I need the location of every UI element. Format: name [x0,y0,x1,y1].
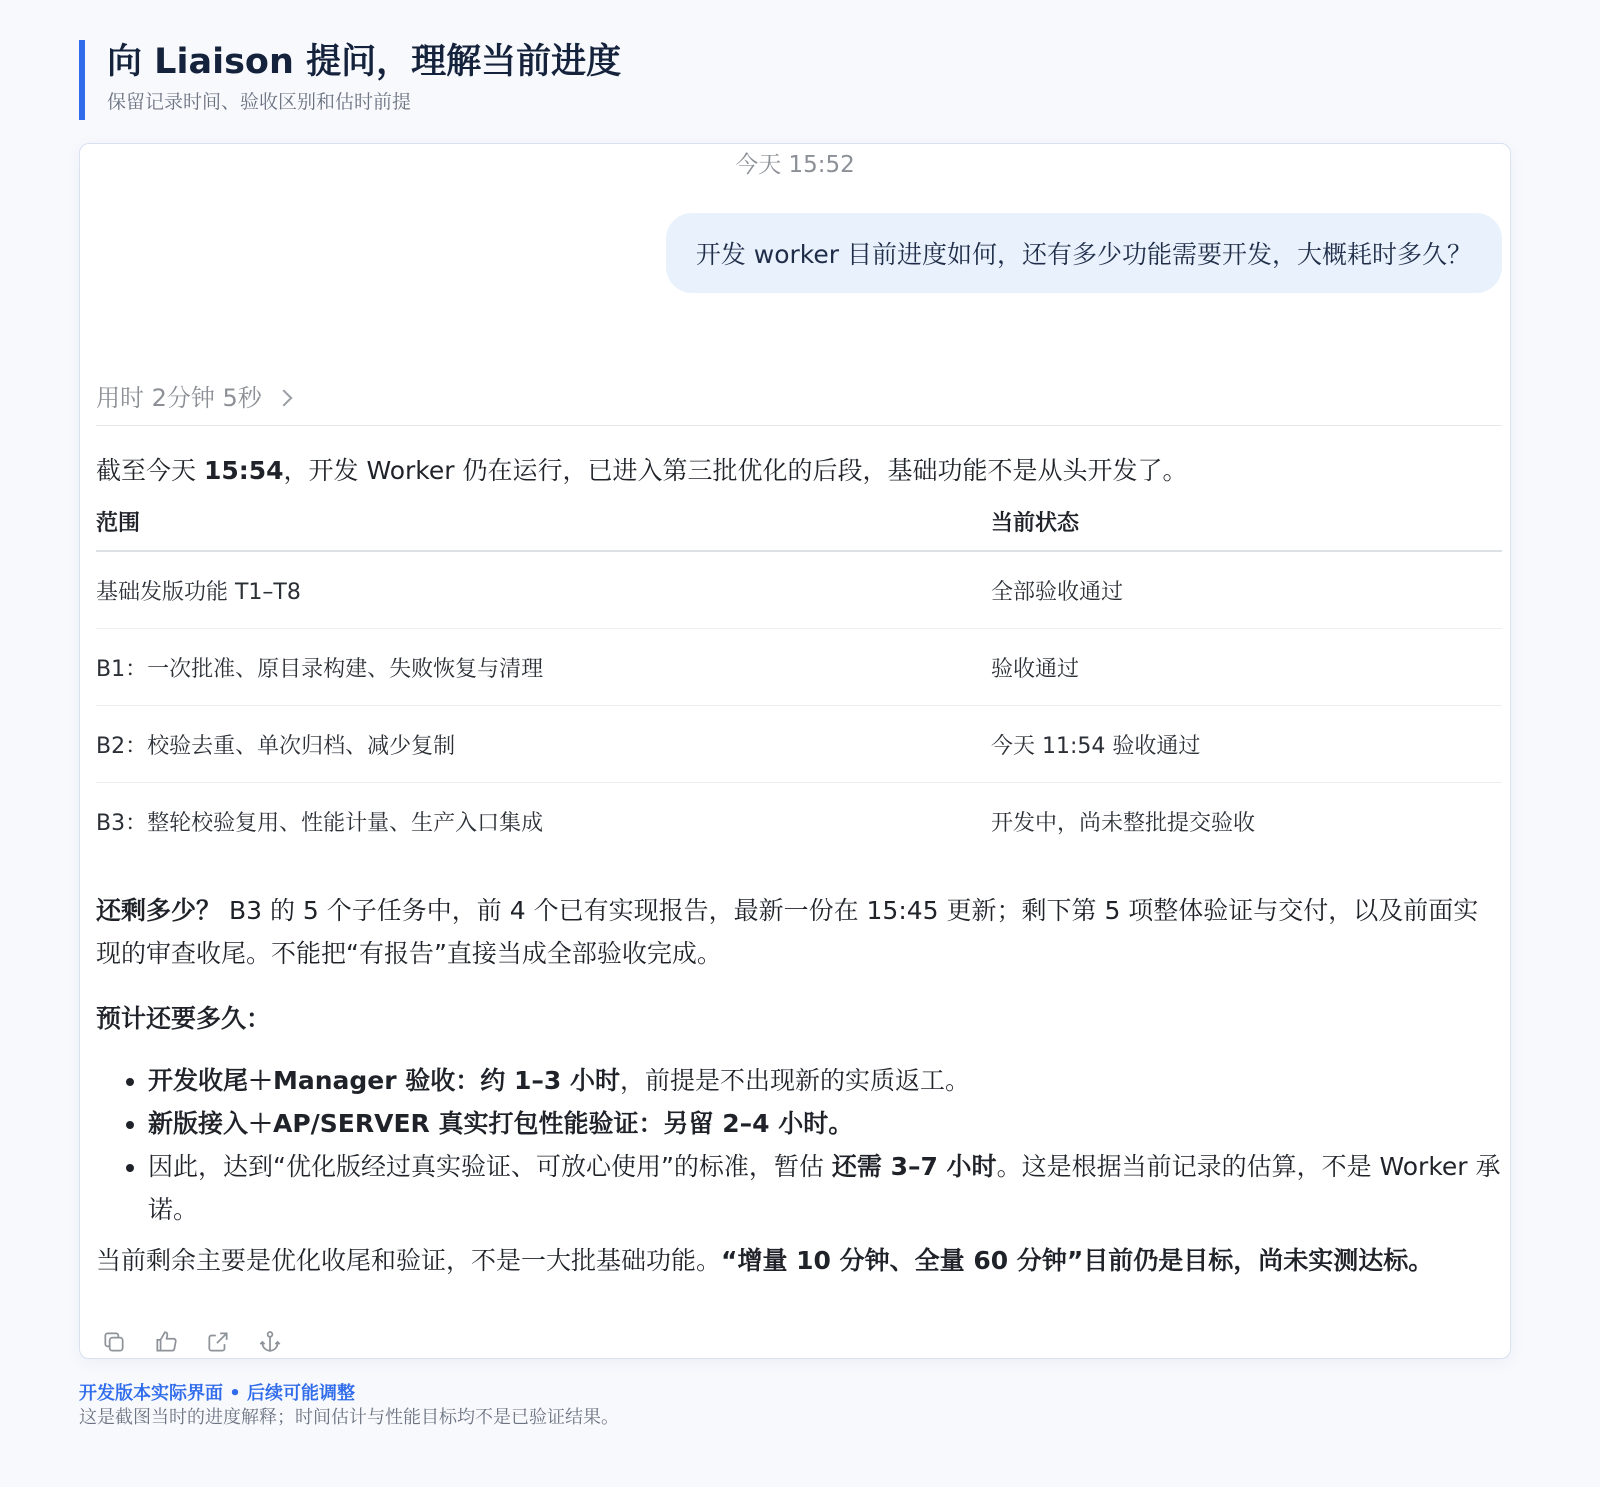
conclusion-paragraph [96,1241,1502,1281]
estimate-bold: 还需 3–7 小时 [831,1152,997,1181]
anchor-icon[interactable] [255,1327,285,1357]
conclusion-bold: “增量 10 分钟、全量 60 分钟”目前仍是目标，尚未实测达标。 [721,1246,1434,1275]
table-cell-scope: B2：校验去重、单次归档、减少复制 [96,706,991,783]
user-message-bubble [666,213,1502,293]
estimate-heading: 预计还要多久： [96,1004,272,1033]
page-footer [79,1382,619,1430]
answer-intro [96,454,1502,488]
thinking-duration-toggle[interactable] [96,380,290,416]
list-item [148,1102,1502,1145]
estimate-bold: 开发收尾＋Manager 验收：约 1–3 小时 [148,1066,620,1095]
table-cell-status: 验收通过 [991,629,1502,706]
remaining-text: B3 的 5 个子任务中，前 4 个已有实现报告，最新一份在 15:45 更新；剩下第 5 项整体验证与交付，以及前面实现的审查收尾。不能把“有报告”直接当成全部验收完成。 [96,896,1479,968]
user-message-text: 开发 worker 目前进度如何，还有多少功能需要开发，大概耗时多久？ [695,240,1472,269]
footer-tag: 开发版本实际界面 • 后续可能调整 [79,1383,356,1404]
footer-note: 这是截图当时的进度解释；时间估计与性能目标均不是已验证结果。 [79,1407,619,1428]
remaining-paragraph [96,889,1502,975]
conclusion-text: 当前剩余主要是优化收尾和验证，不是一大批基础功能。 [96,1246,722,1275]
intro-suffix: ，开发 Worker 仍在运行，已进入第三批优化的后段，基础功能不是从头开发了。 [283,456,1188,485]
thinking-duration-label: 用时 2分钟 5秒 [96,384,262,412]
message-timestamp: 今天 15:52 [735,152,855,178]
table-row [96,551,1502,629]
column-header-status: 当前状态 [991,506,1502,551]
table-cell-status: 开发中，尚未整批提交验收 [991,810,1256,836]
estimate-bold: 新版接入＋AP/SERVER 真实打包性能验证：另留 2–4 小时。 [148,1109,854,1138]
table-cell-scope: B1：一次批准、原目录构建、失败恢复与清理 [96,629,991,706]
column-header-scope: 范围 [96,506,991,551]
table-header-row [96,506,1502,551]
assistant-answer [96,454,1502,1281]
estimate-rest: 。这是根据当前记录的估算，不是 Worker 承诺。 [148,1152,1501,1224]
remaining-label: 还剩多少？ [96,896,222,925]
table-row [96,629,1502,706]
estimate-list [96,1059,1502,1231]
copy-icon[interactable] [99,1327,129,1357]
table-cell-status: 全部验收通过 [991,551,1502,629]
page-header [79,40,621,120]
table-cell-scope: 基础发版功能 T1–T8 [96,551,991,629]
share-icon[interactable] [203,1327,233,1357]
intro-time: 15:54 [203,456,284,485]
divider [96,425,1502,426]
estimate-rest: ，前提是不出现新的实质返工。 [620,1066,971,1095]
list-item [148,1059,1502,1102]
table-cell-scope: B3：整轮校验复用、性能计量、生产入口集成 [96,810,544,836]
table-row [96,706,1502,783]
thumbs-up-icon[interactable] [151,1327,181,1357]
intro-prefix: 截至今天 [96,456,204,485]
list-item [148,1145,1502,1231]
chevron-right-icon [275,390,292,407]
table-cell-status: 今天 11:54 验收通过 [991,706,1502,783]
progress-table [96,506,1502,859]
page-subtitle: 保留记录时间、验收区别和估时前提 [107,91,412,113]
message-action-bar [99,1327,285,1357]
chat-panel [79,143,1511,1359]
page-title: 向 Liaison 提问，理解当前进度 [107,42,622,82]
table-row [96,783,1502,860]
estimate-prefix: 因此，达到“优化版经过真实验证、可放心使用”的标准，暂估 [148,1152,832,1181]
